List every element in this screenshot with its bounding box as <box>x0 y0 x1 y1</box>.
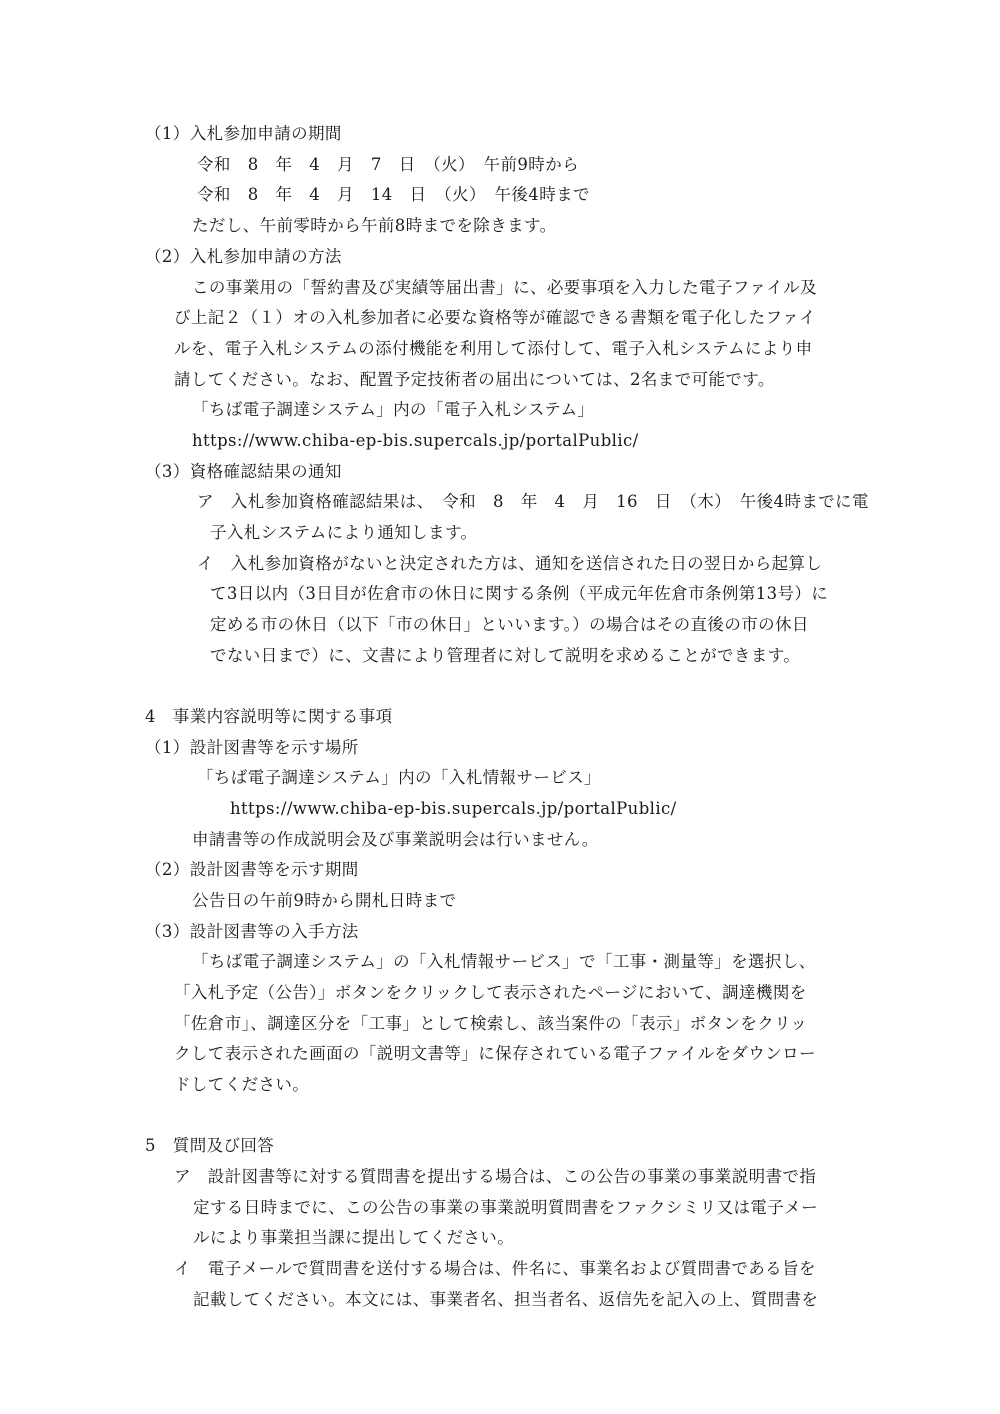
text-system-name-bidding: 「ちば電子調達システム」内の「電子入札システム」 <box>192 400 595 419</box>
paragraph-acquisition-line-2: 「入札予定（公告）」ボタンをクリックして表示されたページにおいて、調達機関を <box>174 983 807 1002</box>
subheading-design-docs-period: （2）設計図書等を示す期間 <box>145 860 359 879</box>
item-a-result-line-2: 子入札システムにより通知します。 <box>210 523 478 542</box>
paragraph-method-line-2: び上記２（１）オの入札参加者に必要な資格等が確認できる書類を電子化したファイ <box>174 308 816 327</box>
item-a-question-line-3: ルにより事業担当課に提出してください。 <box>193 1228 515 1247</box>
item-i-result-line-1: イ 入札参加資格がないと決定された方は、通知を送信された日の翌日から起算し <box>197 554 823 573</box>
subheading-design-docs-location: （1）設計図書等を示す場所 <box>145 738 359 757</box>
link-url-bidding-system: https://www.chiba-ep-bis.supercals.jp/portalPublic/ <box>192 431 639 450</box>
item-a-result-line-1: ア 入札参加資格確認結果は、 令和 8 年 4 月 16 日 （木） 午後4時までに電 <box>197 492 869 511</box>
text-period-exclusion: ただし、午前零時から午前8時までを除きます。 <box>192 216 557 235</box>
item-a-question-line-2: 定する日時までに、この公告の事業の事業説明質問書をファクシミリ又は電子メー <box>193 1198 818 1217</box>
text-docs-period: 公告日の午前9時から開札日時まで <box>192 891 457 910</box>
item-a-question-line-1: ア 設計図書等に対する質問書を提出する場合は、この公告の事業の事業説明書で指 <box>174 1167 817 1186</box>
item-i-email-line-1: イ 電子メールで質問書を送付する場合は、件名に、事業名および質問書である旨を <box>174 1259 816 1278</box>
paragraph-method-line-3: ルを、電子入札システムの添付機能を利用して添付して、電子入札システムにより申 <box>174 339 813 358</box>
paragraph-acquisition-line-4: クして表示された画面の「説明文書等」に保存されている電子ファイルをダウンロー <box>174 1044 816 1063</box>
text-system-name-info: 「ちば電子調達システム」内の「入札情報サービス」 <box>197 768 601 787</box>
item-i-email-line-2: 記載してください。本文には、事業者名、担当者名、返信先を記入の上、質問書を <box>193 1290 819 1309</box>
text-period-end: 令和 8 年 4 月 14 日 （火） 午後4時まで <box>197 185 590 204</box>
item-i-result-line-2: て3日以内（3日目が佐倉市の休日に関する条例（平成元年佐倉市条例第13号）に <box>210 584 829 603</box>
subheading-bid-application-period: （1）入札参加申請の期間 <box>145 124 342 143</box>
link-url-info-service: https://www.chiba-ep-bis.supercals.jp/portalPublic/ <box>230 799 677 818</box>
item-i-result-line-4: でない日まで）に、文書により管理者に対して説明を求めることができます。 <box>210 646 801 665</box>
heading-section-4: 4 事業内容説明等に関する事項 <box>145 707 393 726</box>
paragraph-acquisition-line-3: 「佐倉市」、調達区分を「工事」として検索し、該当案件の「表示」ボタンをクリッ <box>174 1014 808 1033</box>
subheading-design-docs-acquisition: （3）設計図書等の入手方法 <box>145 922 359 941</box>
item-i-result-line-3: 定める市の休日（以下「市の休日」といいます。）の場合はその直後の市の休日 <box>210 615 809 634</box>
text-no-briefing: 申請書等の作成説明会及び事業説明会は行いません。 <box>192 830 599 849</box>
subheading-qualification-result: （3）資格確認結果の通知 <box>145 462 342 481</box>
paragraph-acquisition-line-5: ドしてください。 <box>174 1075 310 1094</box>
heading-section-5: 5 質問及び回答 <box>145 1136 275 1155</box>
paragraph-method-line-4: 請してください。なお、配置予定技術者の届出については、2名まで可能です。 <box>174 370 775 389</box>
paragraph-acquisition-line-1: 「ちば電子調達システム」の「入札情報サービス」で「工事・測量等」を選択し、 <box>192 952 816 971</box>
subheading-bid-application-method: （2）入札参加申請の方法 <box>145 247 342 266</box>
paragraph-method-line-1: この事業用の「誓約書及び実績等届出書」に、必要事項を入力した電子ファイル及 <box>192 278 817 297</box>
text-period-start: 令和 8 年 4 月 7 日 （火） 午前9時から <box>197 155 579 174</box>
